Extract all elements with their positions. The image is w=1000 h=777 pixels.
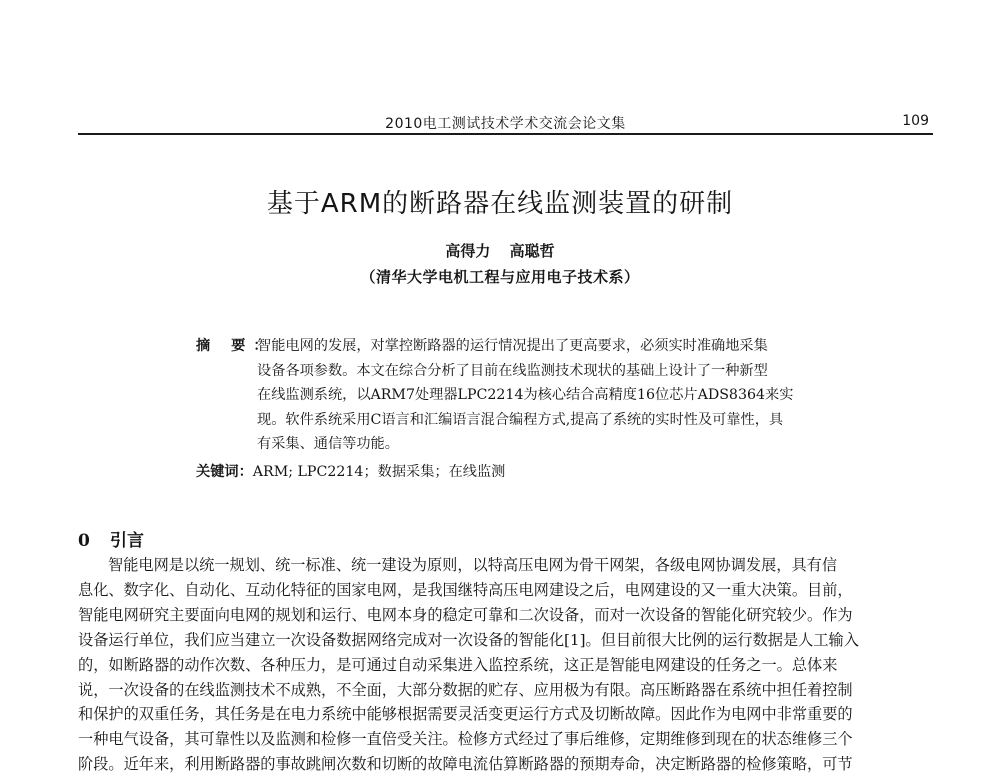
section-number: 0 xyxy=(78,531,90,551)
body-line: 一种电气设备，其可靠性以及监测和检修一直倍受关注。检修方式经过了事后维修，定期维修到现在的状态维修三个 xyxy=(78,730,853,749)
abstract-line: 现。软件系统采用C语言和汇编语言混合编程方式,提高了系统的实时性及可靠性，具 xyxy=(257,411,784,428)
abstract-line: 智能电网的发展，对掌控断路器的运行情况提出了更高要求，必须实时准确地采集 xyxy=(257,338,768,354)
paper-title: 基于ARM的断路器在线监测装置的研制 xyxy=(266,189,734,219)
body-line: 和保护的双重任务，其任务是在电力系统中能够根据需要灵活变更运行方式及切断故障。因此作为电网中非常重要的 xyxy=(78,705,853,724)
abstract-line: 在线监测系统，以ARM7处理器LPC2214为核心结合高精度16位芯片ADS8364来实 xyxy=(257,387,794,404)
abstract-text xyxy=(257,334,816,457)
section-body xyxy=(78,553,934,774)
body-line: 设备运行单位，我们应当建立一次设备数据网络完成对一次设备的智能化[1]。但目前很大比例的运行数据是人工输入 xyxy=(78,630,859,649)
body-line: 智能电网是以统一规划、统一标准、统一建设为原则，以特高压电网为骨干网架，各级电网协调发展，具有信 xyxy=(108,556,837,574)
abstract-label: 摘 要： xyxy=(196,338,276,354)
abstract-line: 有采集、通信等功能。 xyxy=(257,436,399,453)
keywords-label: 关键词： xyxy=(196,464,253,480)
page-number: 109 xyxy=(902,113,929,129)
section-heading xyxy=(78,526,144,551)
journal-title: 2010电工测试技术学术交流会论文集 xyxy=(385,116,626,132)
section-title: 引言 xyxy=(110,531,144,551)
body-line: 说，一次设备的在线监测技术不成熟，不全面，大部分数据的贮存、应用极为有限。高压断路器在系统中担任着控制 xyxy=(78,680,853,699)
body-line: 的，如断路器的动作次数、各种压力，是可通过自动采集进入监控系统，这正是智能电网建设的任务之一。总体来 xyxy=(78,655,838,674)
keywords xyxy=(196,461,505,481)
abstract xyxy=(196,334,816,457)
body-line: 阶段。近年来，利用断路器的事故跳闸次数和切断的故障电流估算断路器的预期寿命，决定断路器的检修策略，可节 xyxy=(78,755,853,774)
affiliation: （清华大学电机工程与应用电子技术系） xyxy=(360,268,640,286)
body-line: 智能电网研究主要面向电网的规划和运行、电网本身的稳定可靠和二次设备，而对一次设备的智能化研究较少。作为 xyxy=(78,605,853,624)
keywords-text: ARM; LPC2214；数据采集；在线监测 xyxy=(252,464,506,480)
abstract-line: 设备各项参数。本文在综合分析了目前在线监测技术现状的基础上设计了一种新型 xyxy=(257,362,768,379)
running-header xyxy=(78,113,933,135)
body-line: 息化、数字化、自动化、互动化特征的国家电网，是我国继特高压电网建设之后，电网建设的又一重大决策。目前， xyxy=(78,580,853,599)
authors: 高得力 高聪哲 xyxy=(445,242,555,260)
